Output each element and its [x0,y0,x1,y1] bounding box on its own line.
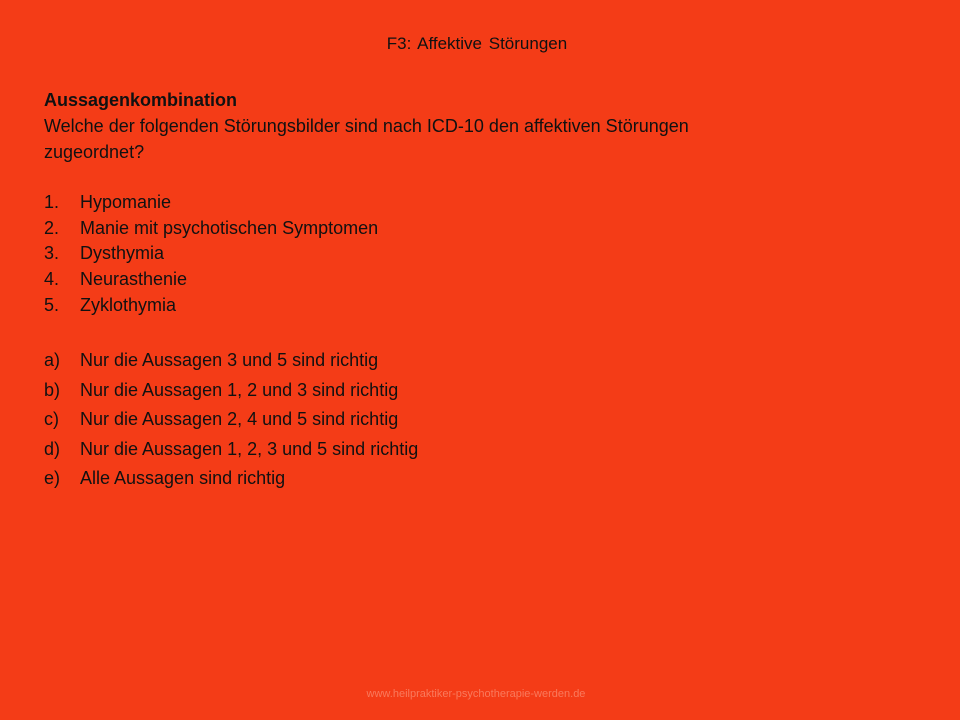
statement-list [44,190,764,318]
answer-option [44,346,764,376]
question-type-heading: Aussagenkombination [44,90,238,110]
statement-item [44,216,764,242]
answer-marker: b) [44,379,61,400]
statement-marker: 5. [44,294,60,315]
statement-marker: 2. [44,217,60,238]
statement-text: Dysthymia [80,243,165,264]
statement-text: Manie mit psychotischen Symptomen [80,217,379,238]
footer-url: www.heilpraktiker-psychotherapie-werden.de [366,688,586,700]
statement-text: Hypomanie [80,192,172,212]
statement-item [44,190,764,216]
statement-item [44,293,764,319]
answer-text: Nur die Aussagen 2, 4 und 5 sind richtig [80,409,399,430]
answer-option [44,464,764,494]
statement-text: Zyklothymia [80,294,177,315]
slide-title: F3: Affektive Störungen [386,34,568,53]
statement-text: Neurasthenie [80,269,188,290]
statement-marker: 1. [44,192,60,212]
answer-option [44,376,764,406]
statement-marker: 3. [44,243,60,264]
question-text: Welche der folgenden Störungsbilder sind nach ICD-10 den affektiven Störungen zugeordnet? [44,116,689,162]
answer-text: Alle Aussagen sind richtig [80,468,286,489]
answer-marker: d) [44,438,61,459]
statement-item [44,267,764,293]
statement-marker: 4. [44,269,60,290]
slide-content [44,87,764,494]
answer-list [44,346,764,494]
answer-marker: e) [44,468,61,489]
answer-marker: a) [44,350,61,371]
answer-text: Nur die Aussagen 1, 2 und 3 sind richtig [80,379,399,400]
answer-option [44,435,764,465]
statement-item [44,241,764,267]
answer-text: Nur die Aussagen 1, 2, 3 und 5 sind richtig [80,438,419,459]
answer-marker: c) [44,409,59,430]
answer-option [44,405,764,435]
answer-text: Nur die Aussagen 3 und 5 sind richtig [80,350,379,371]
